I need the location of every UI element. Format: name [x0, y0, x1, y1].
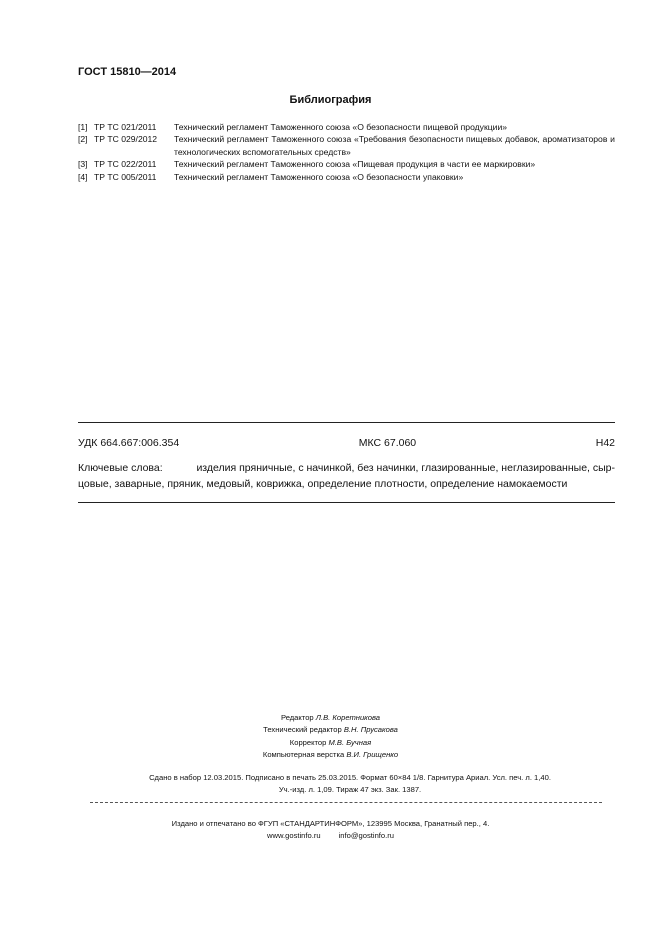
keywords-line-1: изделия пряничные, с начинкой, без начинки, глазированные, неглазированные, сыр-: [196, 462, 615, 474]
entry-number: [3]: [78, 159, 88, 170]
entry-text: Технический регламент Таможенного союза «О безопасности пищевой продукции»: [174, 122, 508, 132]
bibliography-entry: [78, 121, 615, 133]
credit-line: [0, 737, 661, 749]
credit-name: М.В. Бучная: [328, 737, 372, 747]
credit-role: Технический редактор: [263, 725, 342, 735]
credit-name: Л.В. Коретникова: [315, 713, 381, 722]
entry-text: Технический регламент Таможенного союза «О безопасности упаковки»: [174, 171, 464, 182]
bottom-divider: [78, 502, 615, 503]
entry-number: [4]: [78, 171, 88, 182]
udk-code: УДК 664.667:006.354: [78, 437, 180, 449]
credit-name: В.И. Грищенко: [346, 750, 399, 760]
credit-name: В.Н. Прусакова: [343, 725, 398, 735]
credit-line: [0, 724, 661, 736]
keywords-block: [78, 461, 615, 492]
credit-line: [0, 749, 661, 761]
bibliography-list: [78, 121, 615, 183]
standard-header: ГОСТ 15810—2014: [78, 66, 177, 78]
print-info-line-1: Сдано в набор 12.03.2015. Подписано в печать 25.03.2015. Формат 60×84 1/8. Гарнитура Ариал. Усл. печ. л. 1,40.: [149, 773, 551, 782]
entry-code: ТР ТС 022/2011: [94, 159, 157, 170]
bibliography-entry: [78, 158, 615, 170]
website-link[interactable]: www.gostinfo.ru: [266, 831, 321, 841]
bibliography-entry: [78, 171, 615, 183]
entry-code: ТР ТС 005/2011: [94, 171, 157, 182]
okstu-code: Н42: [595, 437, 615, 449]
email-link[interactable]: info@gostinfo.ru: [338, 831, 395, 841]
keywords-label: Ключевые слова:: [78, 462, 163, 474]
entry-code: ТР ТС 029/2012: [94, 134, 158, 145]
credit-role: Компьютерная верстка: [262, 750, 345, 760]
entry-number: [2]: [78, 134, 88, 145]
publisher-contacts: [0, 830, 661, 842]
entry-text: Технический регламент Таможенного союза «Пищевая продукция в части ее маркировки»: [174, 159, 536, 170]
mks-code: МКС 67.060: [358, 437, 417, 449]
credit-role: Корректор: [289, 737, 327, 747]
entry-number: [1]: [78, 122, 88, 132]
dashed-divider: [90, 802, 602, 803]
entry-text: Технический регламент Таможенного союза «Требования безопасности пищевых добавок, ароматизаторов и технологических вспомогательных средств»: [174, 134, 615, 157]
keywords-line-2: цовые, заварные, пряник, медовый, коврижка, определение плотности, определение намокаемости: [78, 477, 568, 490]
print-info: [80, 772, 620, 797]
bibliography-title: Библиография: [289, 94, 372, 106]
publisher-address: Издано и отпечатано во ФГУП «СТАНДАРТИНФОРМ», 123995 Москва, Гранатный пер., 4.: [171, 819, 490, 828]
top-divider: [78, 422, 615, 423]
entry-code: ТР ТС 021/2011: [94, 122, 157, 132]
print-info-line-2: Уч.-изд. л. 1,09. Тираж 47 экз. Зак. 1387.: [278, 785, 422, 795]
credit-role: Редактор: [280, 713, 314, 722]
publisher-block: [0, 818, 661, 843]
credits-block: [0, 712, 661, 762]
classification-row: [78, 437, 615, 449]
bibliography-entry: [78, 133, 615, 158]
credit-line: [0, 712, 661, 724]
